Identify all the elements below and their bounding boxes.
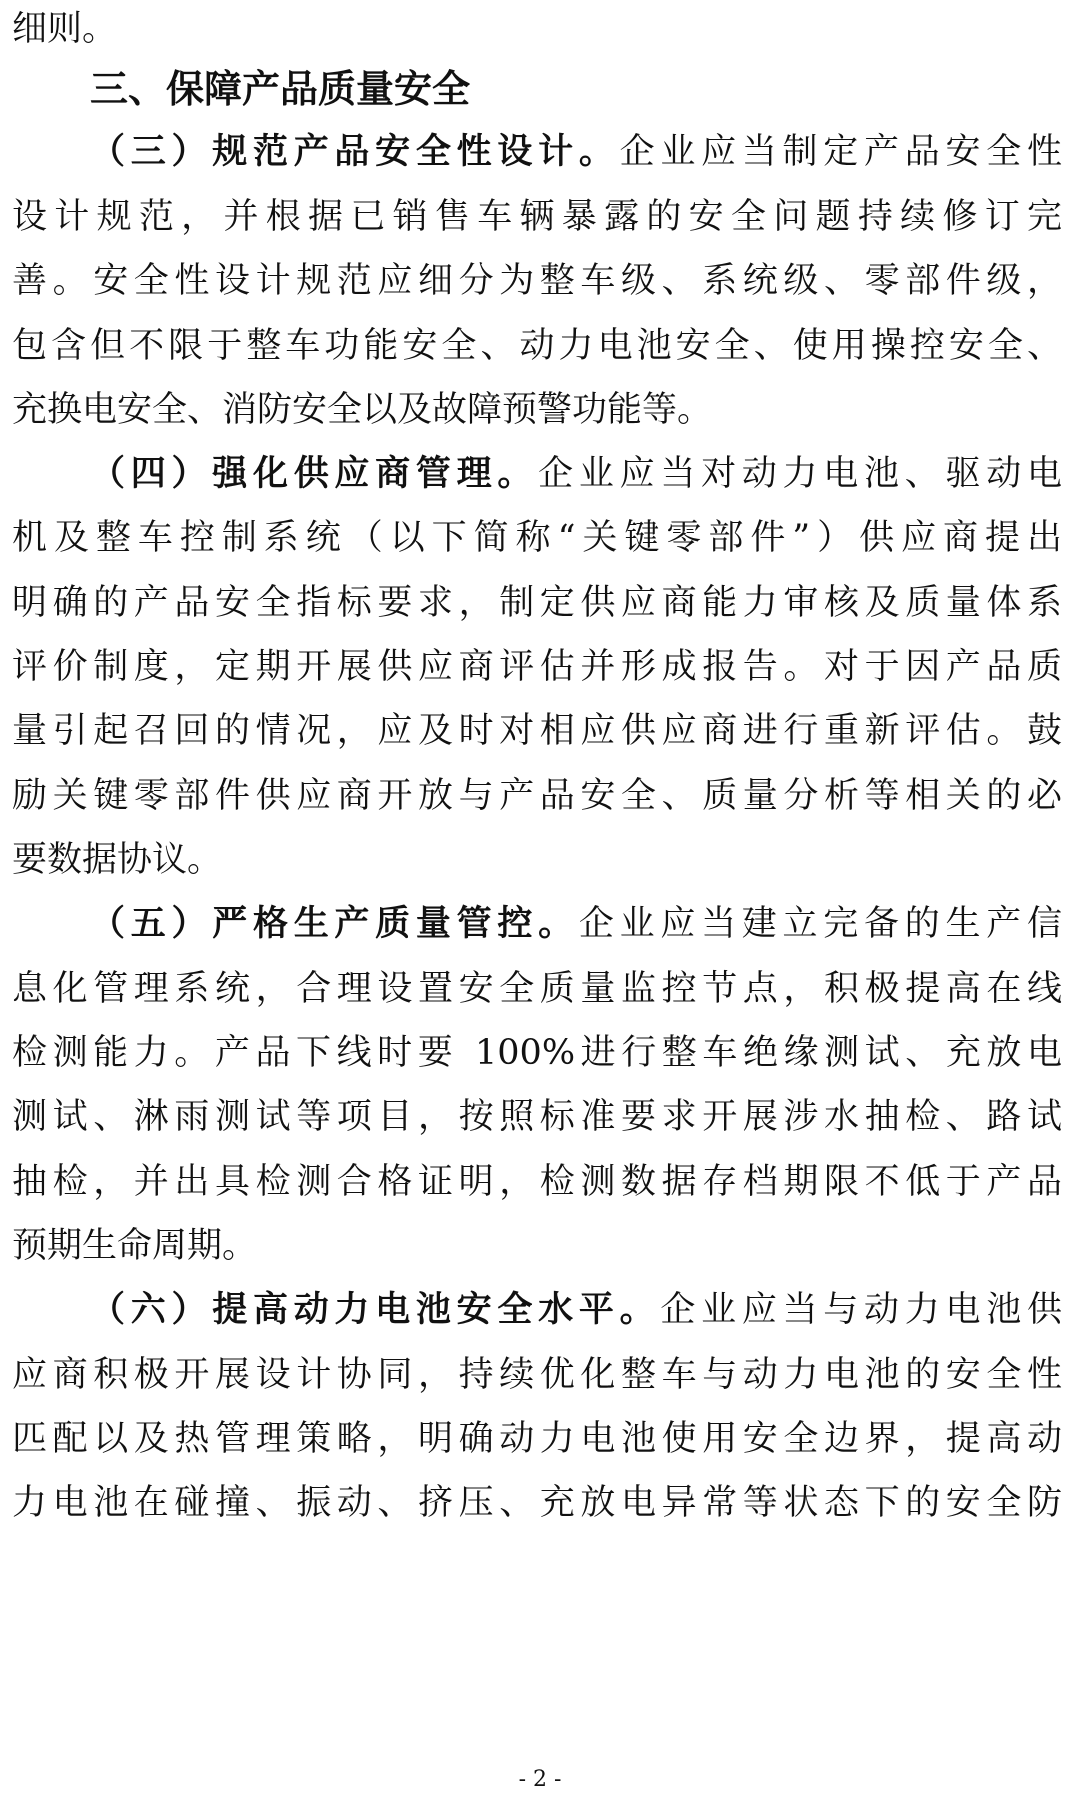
text-line xyxy=(12,309,1062,383)
text-line xyxy=(12,1145,1062,1219)
line-text: 测试、淋雨测试等项目，按照标准要求开展涉水抽检、路试 xyxy=(12,1097,1062,1137)
line-text: 企业应当制定产品安全性 xyxy=(619,132,1062,172)
text-line xyxy=(90,1273,1062,1347)
text-line xyxy=(12,759,1062,833)
line-text: 息化管理系统，合理设置安全质量监控节点，积极提高在线 xyxy=(12,969,1062,1009)
text-line xyxy=(12,952,1062,1026)
text-line xyxy=(90,115,1062,189)
clause-heading: （五）严格生产质量管控。 xyxy=(90,903,579,944)
line-text: 细则。 xyxy=(12,9,118,49)
line-text: 评价制度，定期开展供应商评估并形成报告。对于因产品质 xyxy=(12,647,1062,687)
line-text: 企业应当对动力电池、驱动电 xyxy=(538,454,1062,494)
text-line xyxy=(12,1402,1062,1476)
text-line xyxy=(12,373,1062,447)
text-line xyxy=(12,694,1062,768)
line-text: 善。安全性设计规范应细分为整车级、系统级、零部件级， xyxy=(12,261,1062,301)
line-text: 应商积极开展设计协同，持续优化整车与动力电池的安全性 xyxy=(12,1355,1062,1395)
line-text: 量引起召回的情况，应及时对相应供应商进行重新评估。鼓 xyxy=(12,711,1062,751)
text-line xyxy=(90,887,1062,961)
clause-heading: （三）规范产品安全性设计。 xyxy=(90,131,620,172)
line-text: 力电池在碰撞、振动、挤压、充放电异常等状态下的安全防 xyxy=(12,1483,1062,1523)
line-text: 包含但不限于整车功能安全、动力电池安全、使用操控安全、 xyxy=(12,326,1062,366)
text-line xyxy=(12,1016,1062,1090)
text-line xyxy=(90,437,1062,511)
clause-heading: （六）提高动力电池安全水平。 xyxy=(90,1289,661,1330)
line-text: 要数据协议。 xyxy=(12,840,223,880)
line-text: 抽检，并出具检测合格证明，检测数据存档期限不低于产品 xyxy=(12,1162,1062,1202)
text-line xyxy=(12,180,1062,254)
line-text: 三、保障产品质量安全 xyxy=(90,67,471,111)
line-text: 充换电安全、消防安全以及故障预警功能等。 xyxy=(12,390,713,430)
line-text: 企业应当建立完备的生产信 xyxy=(578,904,1062,944)
text-line xyxy=(12,823,1062,897)
text-line xyxy=(12,244,1062,318)
text-line xyxy=(12,1209,1062,1283)
line-text: 机及整车控制系统（以下简称“关键零部件”）供应商提出 xyxy=(12,518,1062,558)
text-line xyxy=(12,630,1062,704)
text-line xyxy=(12,1080,1062,1154)
text-line xyxy=(12,566,1062,640)
line-text: 检测能力。产品下线时要 100%进行整车绝缘测试、充放电 xyxy=(12,1033,1062,1073)
text-line xyxy=(12,1338,1062,1412)
line-text: 励关键零部件供应商开放与产品安全、质量分析等相关的必 xyxy=(12,776,1062,816)
line-text: 设计规范，并根据已销售车辆暴露的安全问题持续修订完 xyxy=(12,197,1062,237)
page-number: - 2 - xyxy=(518,1767,562,1792)
text-line xyxy=(12,501,1062,575)
line-text: 匹配以及热管理策略，明确动力电池使用安全边界，提高动 xyxy=(12,1419,1062,1459)
line-text: 预期生命周期。 xyxy=(12,1226,258,1266)
line-text: 明确的产品安全指标要求，制定供应商能力审核及质量体系 xyxy=(12,583,1062,623)
line-text: 企业应当与动力电池供 xyxy=(660,1290,1062,1330)
text-line xyxy=(12,1466,1062,1540)
clause-heading: （四）强化供应商管理。 xyxy=(90,453,539,494)
